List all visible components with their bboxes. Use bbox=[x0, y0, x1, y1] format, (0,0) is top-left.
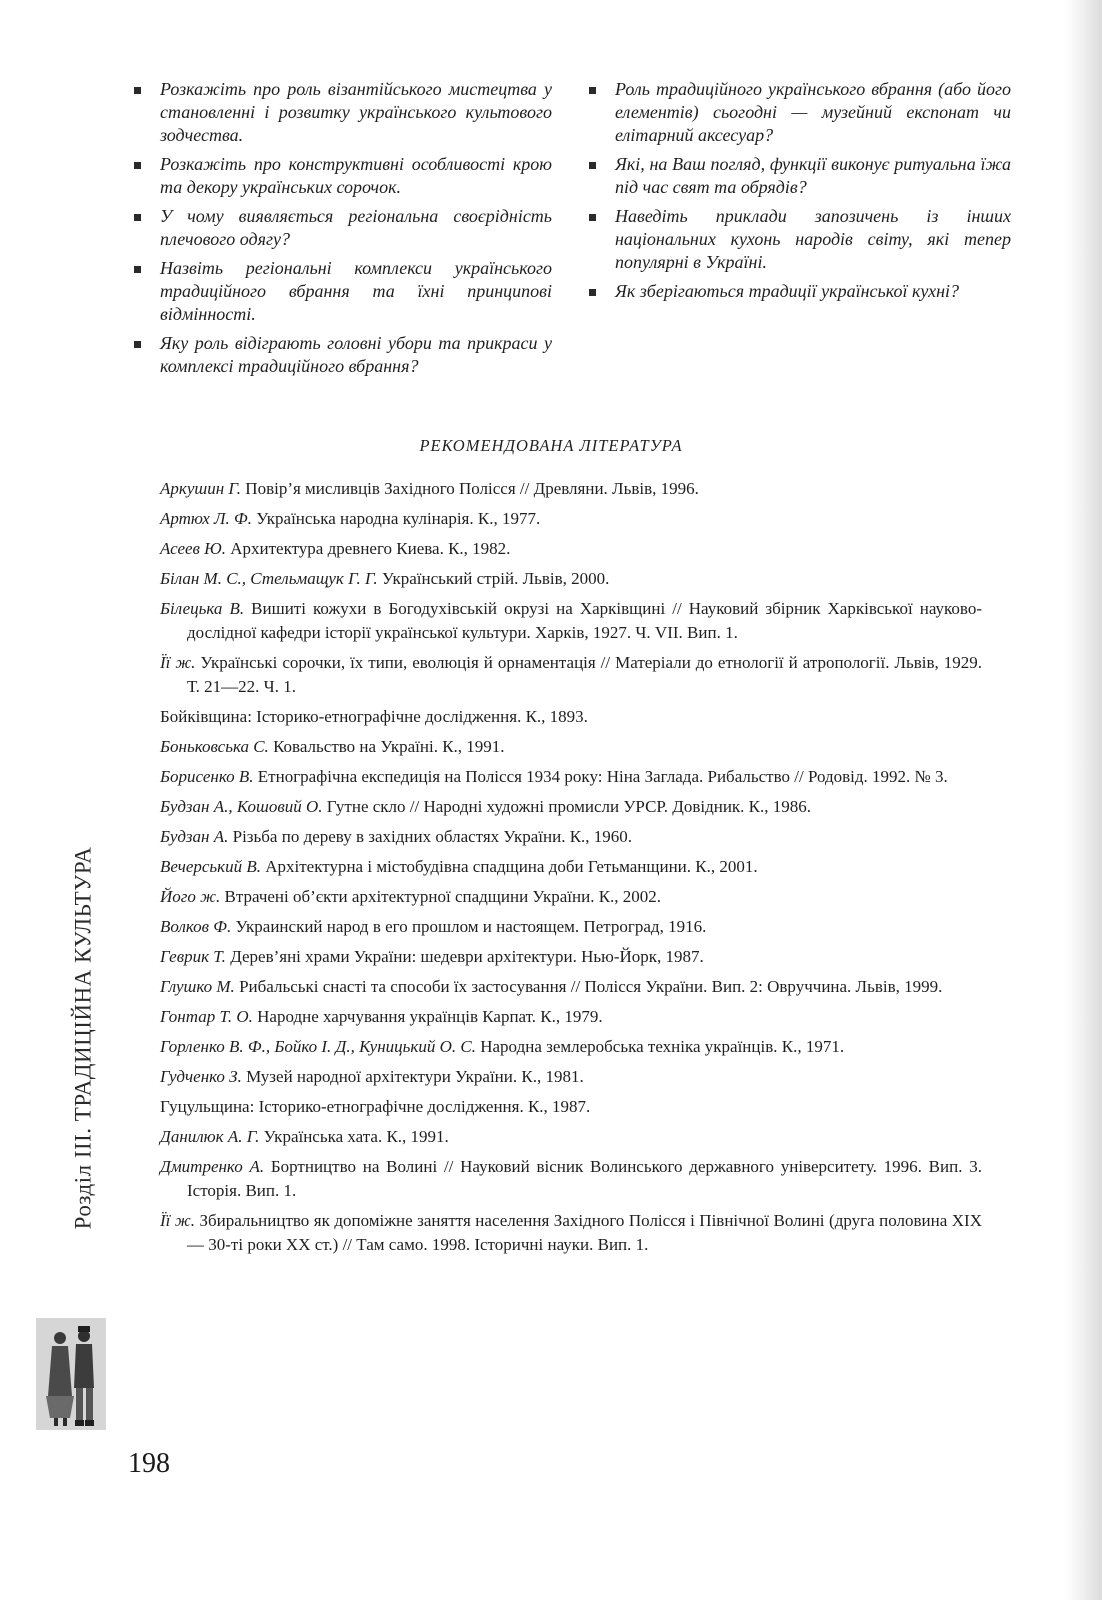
square-bullet-icon bbox=[134, 341, 141, 348]
square-bullet-icon bbox=[589, 162, 596, 169]
reference-text: Ковальство на Україні. К., 1991. bbox=[268, 737, 505, 756]
reference-entry bbox=[160, 1005, 982, 1029]
question-item: Які, на Ваш погляд, функції виконує ритуальна їжа під час свят та обрядів? bbox=[587, 153, 1011, 199]
reference-author: Волков Ф. bbox=[160, 917, 232, 936]
reference-text: Украинский народ в его прошлом и настоящем. Петроград, 1916. bbox=[231, 917, 707, 936]
question-item: Як зберігаються традиції української кухні? bbox=[587, 280, 1011, 303]
question-item: Назвіть регіональні комплекси українського традиційного вбрання та їхні принципові відмінності. bbox=[132, 257, 552, 326]
reference-author: Боньковська С. bbox=[160, 737, 269, 756]
reference-entry bbox=[160, 1125, 982, 1149]
reference-text: Народне харчування українців Карпат. К., 1979. bbox=[252, 1007, 603, 1026]
reference-entry bbox=[160, 651, 982, 699]
reference-text: Рибальські снасті та способи їх застосування // Полісся України. Вип. 2: Овруччина. Львів, 1999. bbox=[234, 977, 943, 996]
reference-entry bbox=[160, 1209, 982, 1257]
reference-text: Бортництво на Волині // Науковий вісник Волинського державного університету. 1996. Вип. 3. Історія. Вип. 1. bbox=[187, 1157, 982, 1200]
reference-author: Її ж. bbox=[160, 1211, 195, 1230]
reference-entry bbox=[160, 567, 982, 591]
reference-entry bbox=[160, 1035, 982, 1059]
reference-author: Вечерський В. bbox=[160, 857, 261, 876]
questions-right-column bbox=[587, 78, 1011, 309]
page-number: 198 bbox=[128, 1448, 170, 1479]
reference-author: Білецька В. bbox=[160, 599, 245, 618]
folk-costume-figure-icon bbox=[36, 1318, 106, 1430]
reference-author: Дмитренко А. bbox=[160, 1157, 265, 1176]
reference-author: Будзан А., Кошовий О. bbox=[160, 797, 323, 816]
reference-entry bbox=[160, 1155, 982, 1203]
reference-entry bbox=[160, 1095, 982, 1119]
reference-entry bbox=[160, 597, 982, 645]
page-edge-shadow bbox=[1064, 0, 1102, 1600]
reference-text: Бойківщина: Історико-етнографічне дослідження. К., 1893. bbox=[160, 707, 588, 726]
reference-text: Українська народна кулінарія. К., 1977. bbox=[251, 509, 541, 528]
reference-author: Артюх Л. Ф. bbox=[160, 509, 252, 528]
reference-text: Українська хата. К., 1991. bbox=[259, 1127, 449, 1146]
reference-text: Збиральництво як допоміжне заняття населення Західного Полісся і Північної Волині (друга половина XIX — 30-ті роки XX ст.) // Там само. 1998. Історичні науки. Вип. 1. bbox=[187, 1211, 982, 1254]
reference-text: Етнографічна експедиція на Полісся 1934 року: Ніна Заглада. Рибальство // Родовід. 1992. № 3. bbox=[253, 767, 948, 786]
reference-text: Народна землеробська техніка українців. К., 1971. bbox=[475, 1037, 845, 1056]
square-bullet-icon bbox=[134, 87, 141, 94]
reference-author: Борисенко В. bbox=[160, 767, 254, 786]
questions-left-column bbox=[132, 78, 552, 384]
reference-text: Український стрій. Львів, 2000. bbox=[377, 569, 610, 588]
question-item: Роль традиційного українського вбрання (або його елементів) сьогодні — музейний експонат чи елітарний аксесуар? bbox=[587, 78, 1011, 147]
reference-author: Її ж. bbox=[160, 653, 196, 672]
reference-text: Музей народної архітектури України. К., 1981. bbox=[241, 1067, 584, 1086]
reference-author: Глушко М. bbox=[160, 977, 235, 996]
reference-entry bbox=[160, 477, 982, 501]
costume-figures-svg bbox=[36, 1318, 106, 1430]
reference-author: Будзан А. bbox=[160, 827, 229, 846]
reference-author: Гонтар Т. О. bbox=[160, 1007, 253, 1026]
reference-entry bbox=[160, 945, 982, 969]
reference-entry bbox=[160, 885, 982, 909]
question-item: У чому виявляється регіональна своєрідність плечового одягу? bbox=[132, 205, 552, 251]
square-bullet-icon bbox=[589, 289, 596, 296]
reference-text: Вишиті кожухи в Богодухівській окрузі на Харківщині // Науковий збірник Харківської науково-дослідної кафедри історії української культури. Харків, 1927. Ч. VII. Вип. 1. bbox=[187, 599, 982, 642]
reference-author: Аркушин Г. bbox=[160, 479, 242, 498]
reference-author: Геврик Т. bbox=[160, 947, 226, 966]
square-bullet-icon bbox=[134, 214, 141, 221]
reference-entry bbox=[160, 855, 982, 879]
reference-entry bbox=[160, 975, 982, 999]
square-bullet-icon bbox=[589, 87, 596, 94]
reference-author: Гудченко З. bbox=[160, 1067, 242, 1086]
reference-text: Повір’я мисливців Західного Полісся // Древляни. Львів, 1996. bbox=[241, 479, 699, 498]
question-item: Яку роль відіграють головні убори та прикраси у комплексі традиційного вбрання? bbox=[132, 332, 552, 378]
reference-text: Архітектурна і містобудівна спадщина доби Гетьманщини. К., 2001. bbox=[260, 857, 758, 876]
reference-author: Горленко В. Ф., Бойко І. Д., Куницький О. С. bbox=[160, 1037, 476, 1056]
question-item: Наведіть приклади запозичень із інших національних кухонь народів світу, які тепер популярні в Україні. bbox=[587, 205, 1011, 274]
reference-text: Втрачені об’єкти архітектурної спадщини України. К., 2002. bbox=[220, 887, 662, 906]
recommended-literature-heading: РЕКОМЕНДОВАНА ЛІТЕРАТУРА bbox=[419, 436, 683, 455]
reference-entry bbox=[160, 735, 982, 759]
reference-text: Дерев’яні храми України: шедеври архітектури. Нью-Йорк, 1987. bbox=[225, 947, 704, 966]
reference-text: Гуцульщина: Історико-етнографічне дослідження. К., 1987. bbox=[160, 1097, 591, 1116]
reference-list bbox=[160, 477, 982, 1263]
question-item: Розкажіть про роль візантійського мистецтва у становленні і розвитку українського культового зодчества. bbox=[132, 78, 552, 147]
reference-author: Білан М. С., Стельмащук Г. Г. bbox=[160, 569, 378, 588]
section-title-vertical: Розділ III. ТРАДИЦІЙНА КУЛЬТУРА bbox=[70, 846, 95, 1230]
reference-author: Данилюк А. Г. bbox=[160, 1127, 260, 1146]
reference-entry bbox=[160, 915, 982, 939]
reference-entry bbox=[160, 795, 982, 819]
reference-text: Архитектура древнего Киева. К., 1982. bbox=[225, 539, 511, 558]
reference-entry bbox=[160, 507, 982, 531]
reference-author: Його ж. bbox=[160, 887, 221, 906]
reference-author: Асеев Ю. bbox=[160, 539, 226, 558]
question-item: Розкажіть про конструктивні особливості крою та декору українських сорочок. bbox=[132, 153, 552, 199]
square-bullet-icon bbox=[134, 162, 141, 169]
square-bullet-icon bbox=[134, 266, 141, 273]
reference-entry bbox=[160, 765, 982, 789]
reference-text: Різьба по дереву в західних областях України. К., 1960. bbox=[228, 827, 633, 846]
reference-text: Гутне скло // Народні художні промисли УРСР. Довідник. К., 1986. bbox=[322, 797, 812, 816]
reference-entry bbox=[160, 1065, 982, 1089]
reference-entry bbox=[160, 537, 982, 561]
square-bullet-icon bbox=[589, 214, 596, 221]
section-sidebar-title bbox=[64, 818, 102, 1258]
reference-text: Українські сорочки, їх типи, еволюція й орнаментація // Матеріали до етнології й атропології. Львів, 1929. Т. 21—22. Ч. 1. bbox=[187, 653, 982, 696]
reference-entry bbox=[160, 705, 982, 729]
reference-entry bbox=[160, 825, 982, 849]
